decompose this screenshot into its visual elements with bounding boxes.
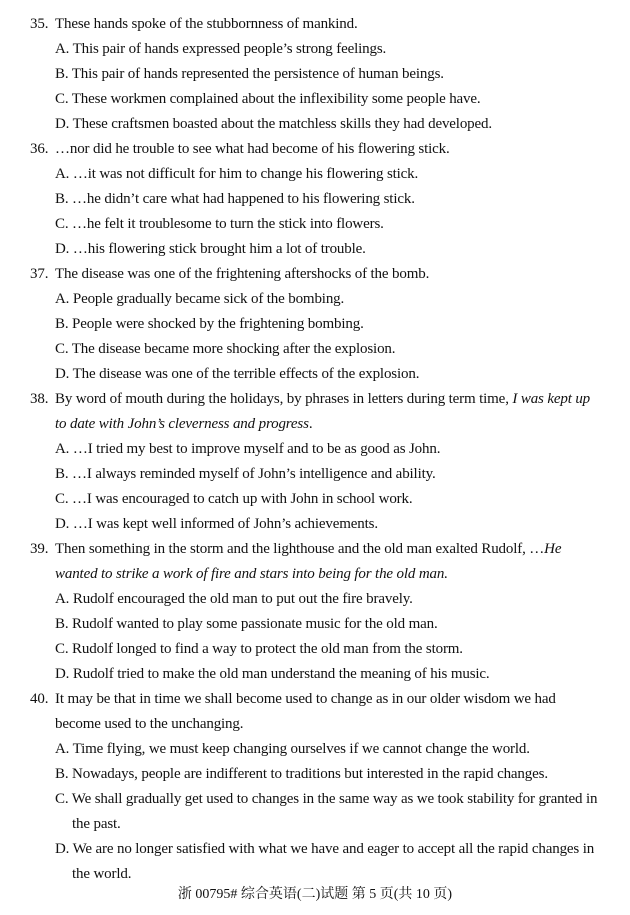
option-c: C. The disease became more shocking after the explosion. [55, 341, 396, 357]
question-text-plain: Then something in the storm and the lighthouse and the old man exalted Rudolf, … [55, 541, 545, 557]
option-c: C. These workmen complained about the inflexibility some people have. [55, 91, 481, 107]
page-footer: 浙 00795# 综合英语(二)试题 第 5 页(共 10 页) [177, 887, 453, 902]
question-text [55, 391, 590, 407]
option-a: A. Time flying, we must keep changing ourselves if we cannot change the world. [55, 741, 530, 757]
option-c: C. We shall gradually get used to changes in the same way as we took stability for granted in [55, 791, 598, 807]
question-37 [0, 262, 630, 387]
question-stem-continuation [0, 562, 630, 587]
question-stem [0, 137, 630, 162]
option-b: B. …I always reminded myself of John’s intelligence and ability. [55, 466, 436, 482]
question-text [55, 541, 561, 557]
question-text-italic: He [544, 541, 562, 557]
question-stem [0, 262, 630, 287]
question-39 [0, 537, 630, 687]
option-c-continuation: the past. [72, 816, 121, 832]
question-stem-continuation [0, 412, 630, 437]
question-text-italic: to date with John’s cleverness and progress [55, 416, 309, 432]
question-36 [0, 137, 630, 262]
option-d: D. These craftsmen boasted about the matchless skills they had developed. [55, 116, 492, 132]
question-text: …nor did he trouble to see what had become of his flowering stick. [55, 141, 450, 157]
option-b: B. Nowadays, people are indifferent to traditions but interested in the rapid changes. [55, 766, 548, 782]
option-d: D. …I was kept well informed of John’s achievements. [55, 516, 378, 532]
question-stem [0, 537, 630, 562]
question-text-end: . [308, 416, 313, 432]
option-b: B. This pair of hands represented the persistence of human beings. [55, 66, 444, 82]
option-a: A. …it was not difficult for him to change his flowering stick. [55, 166, 419, 182]
option-a: A. People gradually became sick of the bombing. [55, 291, 345, 307]
option-a: A. Rudolf encouraged the old man to put out the fire bravely. [55, 591, 413, 607]
option-b: B. …he didn’t care what had happened to his flowering stick. [55, 191, 415, 207]
question-stem-continuation: become used to the unchanging. [55, 716, 244, 732]
option-c: C. …I was encouraged to catch up with John in school work. [55, 491, 413, 507]
option-a: A. …I tried my best to improve myself and to be as good as John. [55, 441, 441, 457]
question-text-italic: I was kept up [512, 391, 591, 407]
question-number: 40. [30, 691, 49, 707]
question-number: 37. [30, 266, 49, 282]
question-stem [0, 12, 630, 37]
option-b: B. Rudolf wanted to play some passionate music for the old man. [55, 616, 438, 632]
option-d-continuation: the world. [72, 866, 132, 882]
question-number: 39. [30, 541, 49, 557]
option-a: A. This pair of hands expressed people’s strong feelings. [55, 41, 387, 57]
question-number: 36. [30, 141, 49, 157]
question-38 [0, 387, 630, 537]
exam-page [0, 12, 630, 887]
option-d: D. Rudolf tried to make the old man understand the meaning of his music. [55, 666, 490, 682]
question-text-italic: wanted to strike a work of fire and stars into being for the old man. [55, 566, 448, 582]
option-d: D. …his flowering stick brought him a lot of trouble. [55, 241, 366, 257]
question-text: The disease was one of the frightening aftershocks of the bomb. [55, 266, 430, 282]
question-text: These hands spoke of the stubbornness of mankind. [55, 16, 358, 32]
question-35 [0, 12, 630, 137]
option-d: D. We are no longer satisfied with what we have and eager to accept all the rapid changes in [55, 841, 595, 857]
question-stem [0, 687, 630, 712]
question-stem [0, 387, 630, 412]
question-40 [0, 687, 630, 887]
option-b: B. People were shocked by the frightening bombing. [55, 316, 364, 332]
option-c: C. …he felt it troublesome to turn the stick into flowers. [55, 216, 384, 232]
option-c: C. Rudolf longed to find a way to protect the old man from the storm. [55, 641, 463, 657]
question-number: 35. [30, 16, 49, 32]
question-number: 38. [30, 391, 49, 407]
option-d: D. The disease was one of the terrible effects of the explosion. [55, 366, 420, 382]
question-text: It may be that in time we shall become used to change as in our older wisdom we had [55, 691, 556, 707]
question-text-plain: By word of mouth during the holidays, by phrases in letters during term time, [55, 391, 509, 407]
